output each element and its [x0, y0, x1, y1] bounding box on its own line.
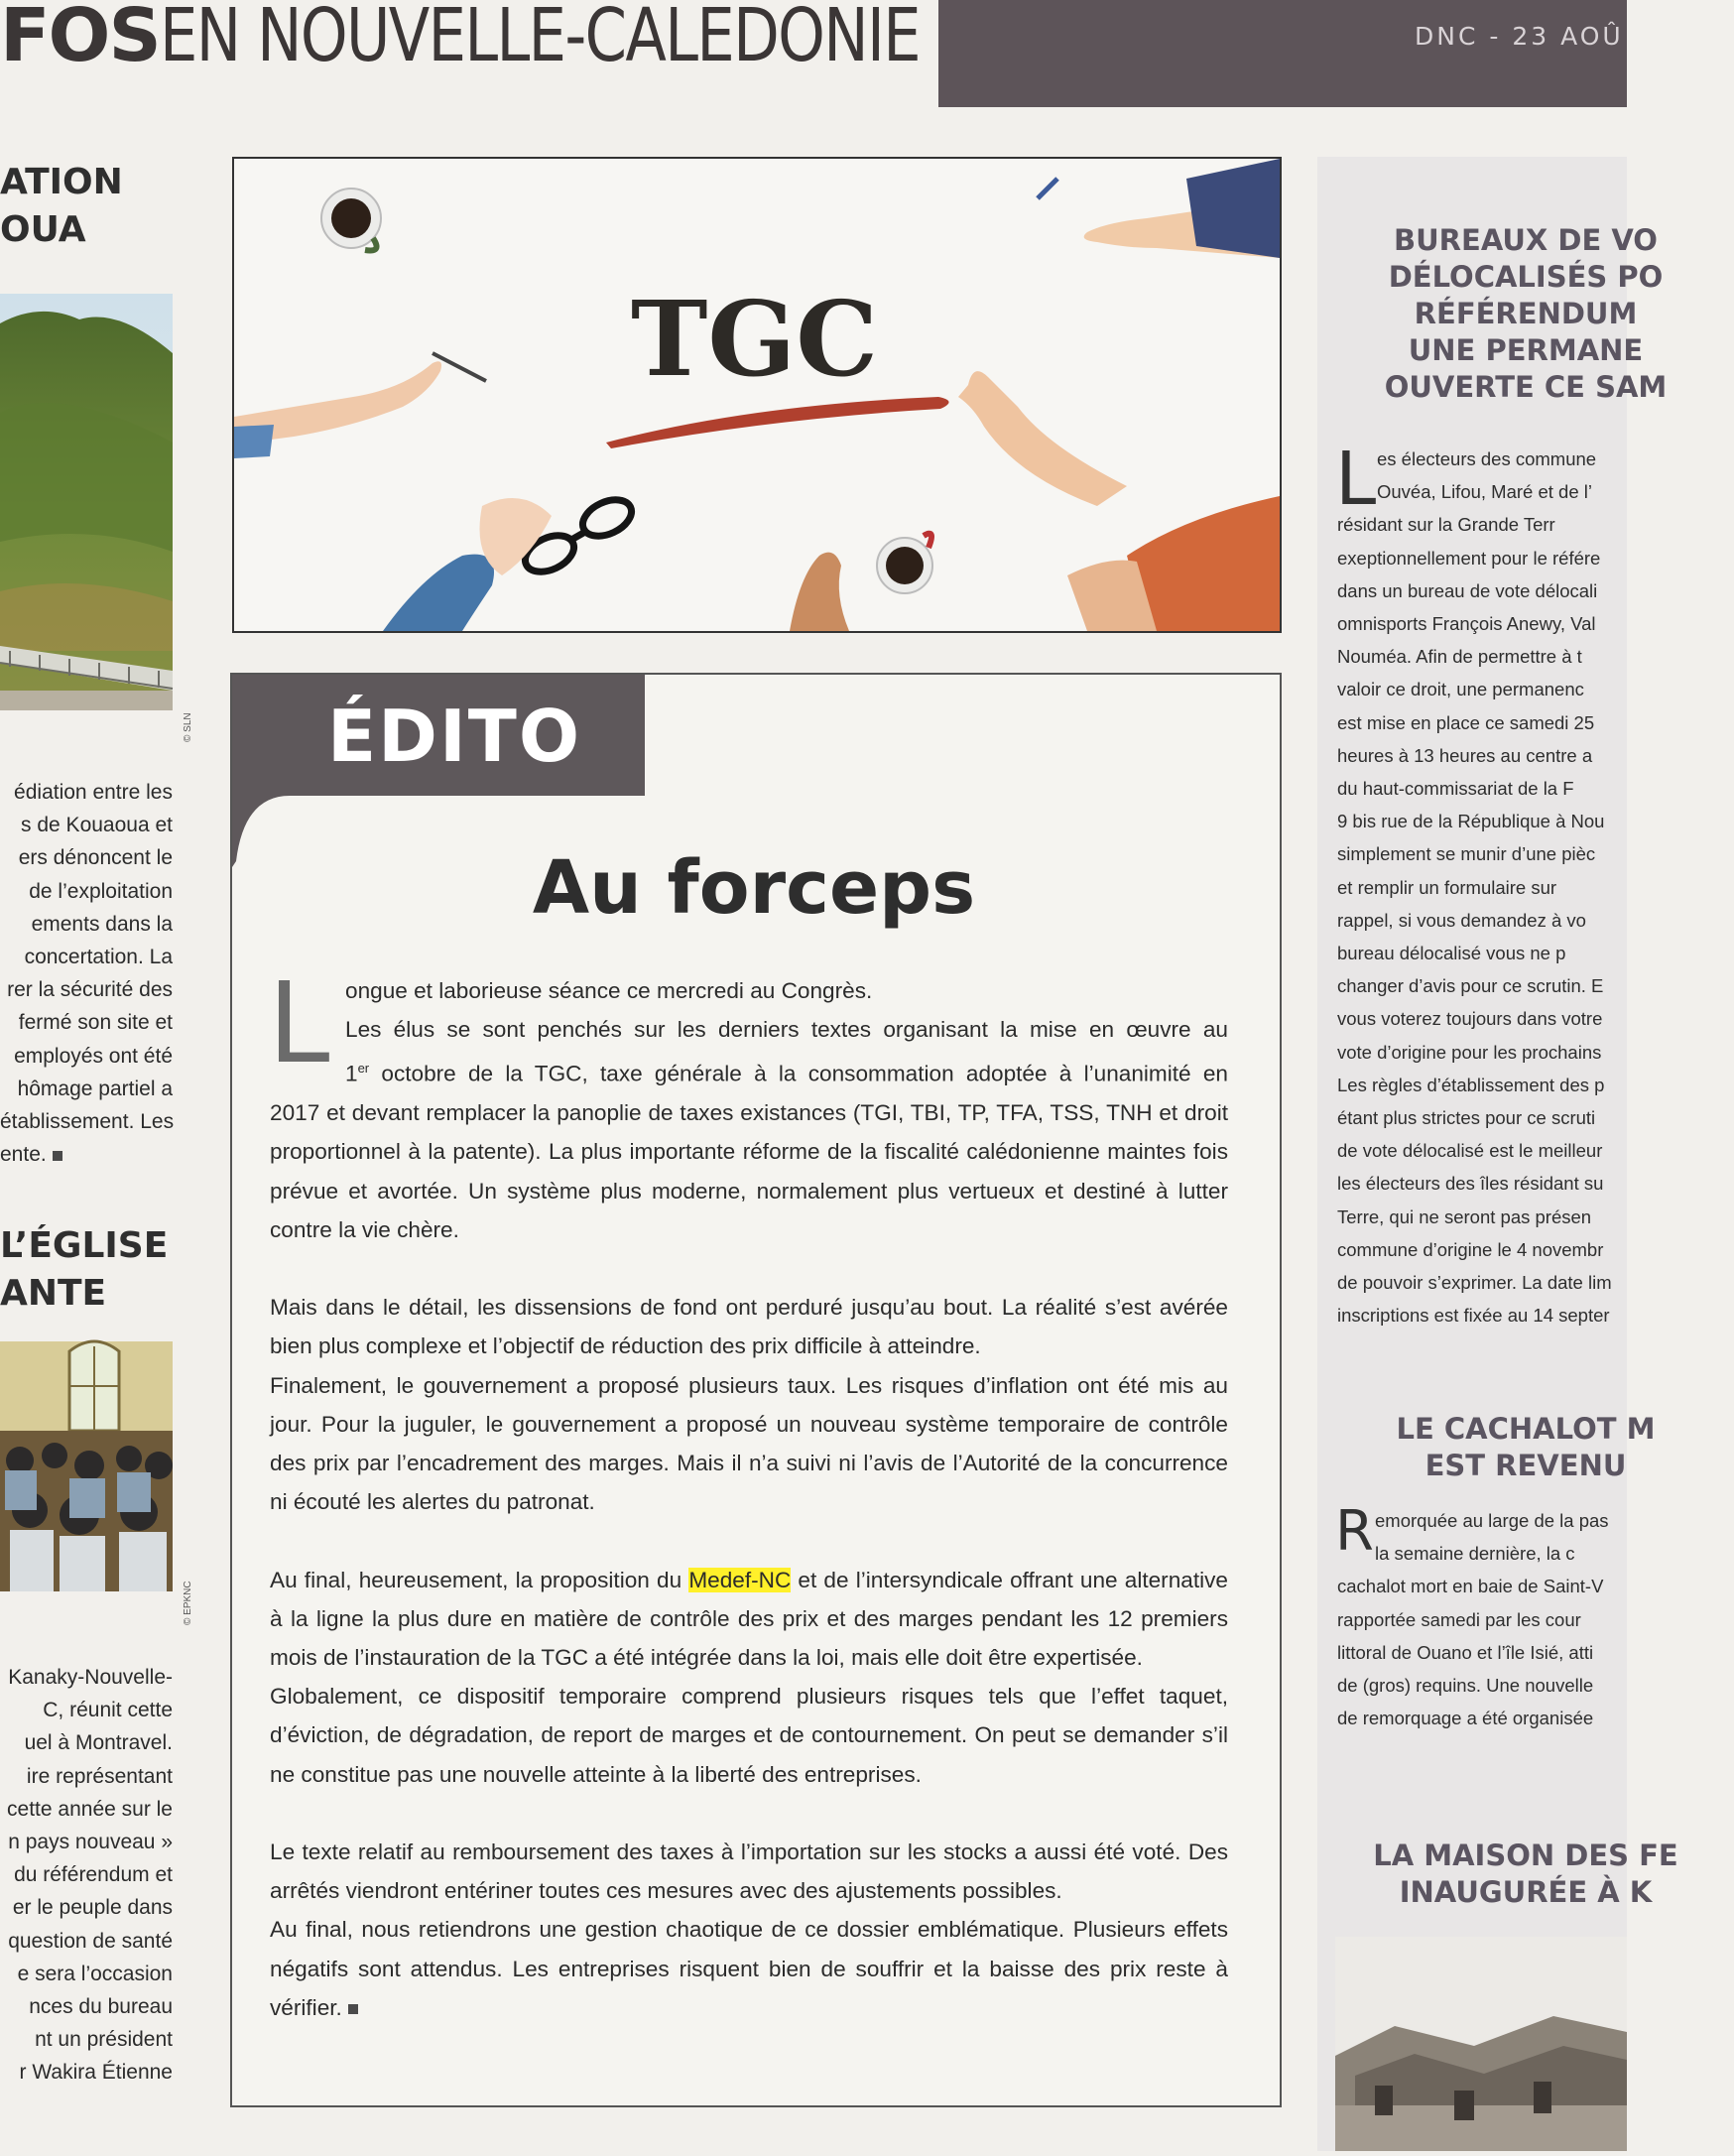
heading-line: INAUGURÉE À K: [1399, 1875, 1653, 1909]
photo-credit: © SLN: [183, 712, 193, 742]
text-line: du référendum et: [14, 1863, 173, 1887]
text-line: de (gros) requins. Une nouvelle: [1337, 1675, 1594, 1697]
text-line-end: [0, 1138, 173, 1171]
text-line: rapportée samedi par les cour: [1337, 1608, 1581, 1630]
editorial-paragraph: [268, 959, 1228, 2027]
editorial-title: Au forceps: [532, 845, 976, 931]
text-line: [270, 1049, 1228, 1093]
highlighted-text: Medef-NC: [688, 1567, 792, 1592]
paragraph-text: 2017 et devant remplacer la panoplie de taxes existances (TGI, TBI, TP, TFA, TSS, TNH et droit proportionnel à la patente). La plus importante réforme de la fiscalité calédonienne maintes fois prévue et avortée. Un système plus moderne, normalement plus vertueux et destiné à lutter contre la vie chère.: [270, 1100, 1228, 1242]
heading-line: OUA: [0, 209, 86, 250]
drop-cap: L: [1335, 437, 1377, 522]
text-fragment: 1: [345, 1061, 358, 1086]
text-line: commune d’origine le 4 novembr: [1337, 1238, 1604, 1260]
maison-photo: [1335, 1937, 1627, 2151]
right-article-3-heading: [1317, 1838, 1734, 1911]
text-line: inscriptions est fixée au 14 septer: [1337, 1305, 1610, 1327]
church-meeting-photo: [0, 1341, 173, 1591]
text-line: Nouméa. Afin de permettre à t: [1337, 646, 1582, 668]
text-line: simplement se munir d’une pièc: [1337, 843, 1596, 865]
text-line: Kanaky-Nouvelle-: [8, 1666, 173, 1689]
paragraph-text: [270, 1910, 1228, 2027]
text-line: ers dénoncent le: [18, 846, 173, 870]
text-line: rappel, si vous demandez à vo: [1337, 909, 1586, 931]
text-line: r Wakira Étienne: [19, 2061, 173, 2085]
text-line: de vote délocalisé est le meilleur: [1337, 1140, 1603, 1162]
text-line: étant plus strictes pour ce scruti: [1337, 1107, 1596, 1129]
right-article-2-heading: [1317, 1411, 1734, 1484]
heading-line: ATION: [0, 162, 123, 202]
mine-landscape-photo: [0, 294, 173, 710]
end-mark: [348, 2004, 358, 2014]
text-line: e sera l’occasion: [17, 1962, 173, 1985]
ordinal-suffix: er: [357, 1061, 370, 1077]
text-fragment: Au final, heureusement, la proposition du: [270, 1567, 689, 1592]
text-line: ente.: [0, 1143, 47, 1167]
text-line: changer d’avis pour ce scrutin. E: [1337, 975, 1604, 997]
text-line: cette année sur le: [7, 1797, 173, 1821]
left-article-1-heading: [0, 159, 123, 254]
text-line: es électeurs des commune: [1377, 448, 1597, 469]
heading-line: RÉFÉRENDUM: [1414, 297, 1638, 330]
text-line: er le peuple dans: [12, 1896, 173, 1920]
text-line: [270, 1010, 1228, 1049]
text-line: uel à Montravel.: [24, 1731, 173, 1755]
text-line: nt un président: [35, 2028, 173, 2052]
text-line: résidant sur la Grande Terr: [1337, 514, 1555, 536]
paragraph-text: Mais dans le détail, les dissensions de fond ont perduré jusqu’au bout. La réalité s’est avérée bien plus complexe et l’objectif de réduction des prix difficile à atteindre.: [270, 1295, 1228, 1359]
left-article-2-heading: [0, 1222, 168, 1318]
paragraph-text: Globalement, ce dispositif temporaire comprend plusieurs risques tels que l’effet taquet, d’éviction, de dégradation, de report de marges et de contournement. On peut se demander s’il ne constitue pas une nouvelle atteinte à la liberté des entreprises.: [270, 1684, 1228, 1787]
right-article-1-text: [1335, 437, 1627, 1332]
text-line: Ouvéa, Lifou, Maré et de l’: [1377, 481, 1592, 503]
text-line: de pouvoir s’exprimer. La date lim: [1337, 1272, 1612, 1294]
text-line: C, réunit cette: [43, 1699, 173, 1722]
left-article-2-text: [0, 1661, 173, 2090]
heading-line: ANTE: [0, 1273, 107, 1314]
text-line: 9 bis rue de la République à Nou: [1337, 811, 1605, 832]
text-line: littoral de Ouano et l’île Isié, atti: [1337, 1641, 1594, 1663]
end-mark: [53, 1151, 62, 1161]
text-line: du haut-commissariat de la F: [1337, 778, 1574, 800]
text-line: cachalot mort en baie de Saint-V: [1337, 1576, 1604, 1597]
paragraph-text: Le texte relatif au remboursement des taxes à l’importation sur les stocks a aussi été voté. Des arrêtés viendront entériner toutes ces mesures avec des ajustements possibles.: [270, 1839, 1228, 1904]
text-line: fermé son site et: [18, 1011, 173, 1035]
text-line: heures à 13 heures au centre a: [1337, 744, 1593, 766]
text-line: établissement. Les: [0, 1110, 175, 1134]
heading-line: BUREAUX DE VO: [1394, 223, 1658, 257]
text-line: les électeurs des îles résidant su: [1337, 1173, 1604, 1195]
paragraph-text: [270, 1561, 1228, 1678]
heading-line: L’ÉGLISE: [0, 1225, 169, 1266]
text-line: valoir ce droit, une permanenc: [1337, 679, 1584, 700]
text-line: de remorquage a été organisée: [1337, 1708, 1594, 1729]
tgc-word: TGC: [631, 278, 878, 400]
text-fragment: et de l’intersyndicale offrant une alternative à la ligne la plus dure en matière de contrôle des prix et des marges pendant les 12 premiers mois de l’instauration de la TGC a été intégrée dans la loi, mais elle doit être expertisée.: [270, 1567, 1228, 1670]
text-line: Terre, qui ne seront pas présen: [1337, 1205, 1592, 1227]
drop-cap: L: [268, 959, 330, 1088]
text-line: ements dans la: [31, 912, 173, 936]
text-line: question de santé: [8, 1929, 173, 1953]
text-line: s de Kouaoua et: [21, 814, 173, 837]
heading-line: OUVERTE CE SAM: [1384, 370, 1668, 404]
header-bar: [938, 0, 1627, 107]
text-fragment: Les élus se sont penchés sur les derniers textes organisant la mise en œuvre au: [345, 1017, 1228, 1043]
paragraph-text: Finalement, le gouvernement a proposé plusieurs taux. Les risques d’inflation ont été mis au jour. Pour la juguler, le gouvernement a proposé un nouveau système temporaire de contrôle des prix par l’encadrement des marges. Mais il n’a suivi ni l’avis de l’Autorité de la concurrence ni écouté les alertes du patronat.: [270, 1372, 1228, 1515]
text-line: ire représentant: [26, 1764, 173, 1788]
text-line: Les règles d’établissement des p: [1337, 1074, 1605, 1095]
section-title: FOSEN NOUVELLE-CALEDONIE: [0, 0, 920, 78]
heading-line: UNE PERMANE: [1408, 333, 1644, 367]
right-article-2-text: [1335, 1499, 1627, 1734]
text-line: et remplir un formulaire sur: [1337, 876, 1557, 898]
text-line: dans un bureau de vote délocali: [1337, 579, 1598, 601]
text-line: ongue et laborieuse séance ce mercredi au Congrès.: [345, 978, 873, 1003]
text-line: vous voterez toujours dans votre: [1337, 1008, 1603, 1030]
text-line: nces du bureau: [29, 1995, 173, 2019]
text-line: vote d’origine pour les prochains: [1337, 1041, 1602, 1063]
text-line: bureau délocalisé vous ne p: [1337, 943, 1566, 964]
heading-line: DÉLOCALISÉS PO: [1388, 260, 1664, 294]
right-sidebar: [1317, 157, 1678, 2151]
text-line: n pays nouveau »: [8, 1831, 173, 1854]
text-line: concertation. La: [24, 946, 173, 969]
heading-line: EST REVENU: [1424, 1449, 1627, 1482]
text-line: omnisports François Anewy, Val: [1337, 613, 1596, 635]
photo-credit: © EPKNC: [183, 1581, 193, 1625]
text-line: de l’exploitation: [29, 879, 173, 903]
heading-line: LE CACHALOT M: [1396, 1412, 1656, 1446]
text-fragment: Au final, nous retiendrons une gestion chaotique de ce dossier emblématique. Plusieurs effets négatifs sont attendus. Les entreprises risquent bien de souffrir et la baisse des prix reste à vérifier.: [270, 1917, 1228, 2020]
heading-line: LA MAISON DES FE: [1373, 1839, 1678, 1872]
text-line: employés ont été: [14, 1044, 173, 1068]
text-line: exeptionnellement pour le référe: [1337, 547, 1601, 569]
edito-label: ÉDITO: [327, 695, 582, 778]
text-fragment: octobre de la TGC, taxe générale à la consommation adoptée à l’unanimité en: [369, 1061, 1228, 1086]
text-line: rer la sécurité des: [7, 978, 173, 1002]
tgc-illustration-photo: [232, 157, 1282, 633]
text-line: édiation entre les: [14, 781, 173, 804]
right-article-1-heading: [1317, 222, 1734, 406]
text-line: la semaine dernière, la c: [1375, 1543, 1575, 1565]
text-line: est mise en place ce samedi 25: [1337, 711, 1595, 733]
text-line: hômage partiel a: [17, 1077, 173, 1100]
drop-cap: R: [1335, 1499, 1374, 1564]
left-article-1-text: [0, 776, 173, 1171]
issue-date: DNC - 23 AOÛ: [1415, 22, 1624, 51]
text-line: emorquée au large de la pas: [1375, 1510, 1609, 1531]
